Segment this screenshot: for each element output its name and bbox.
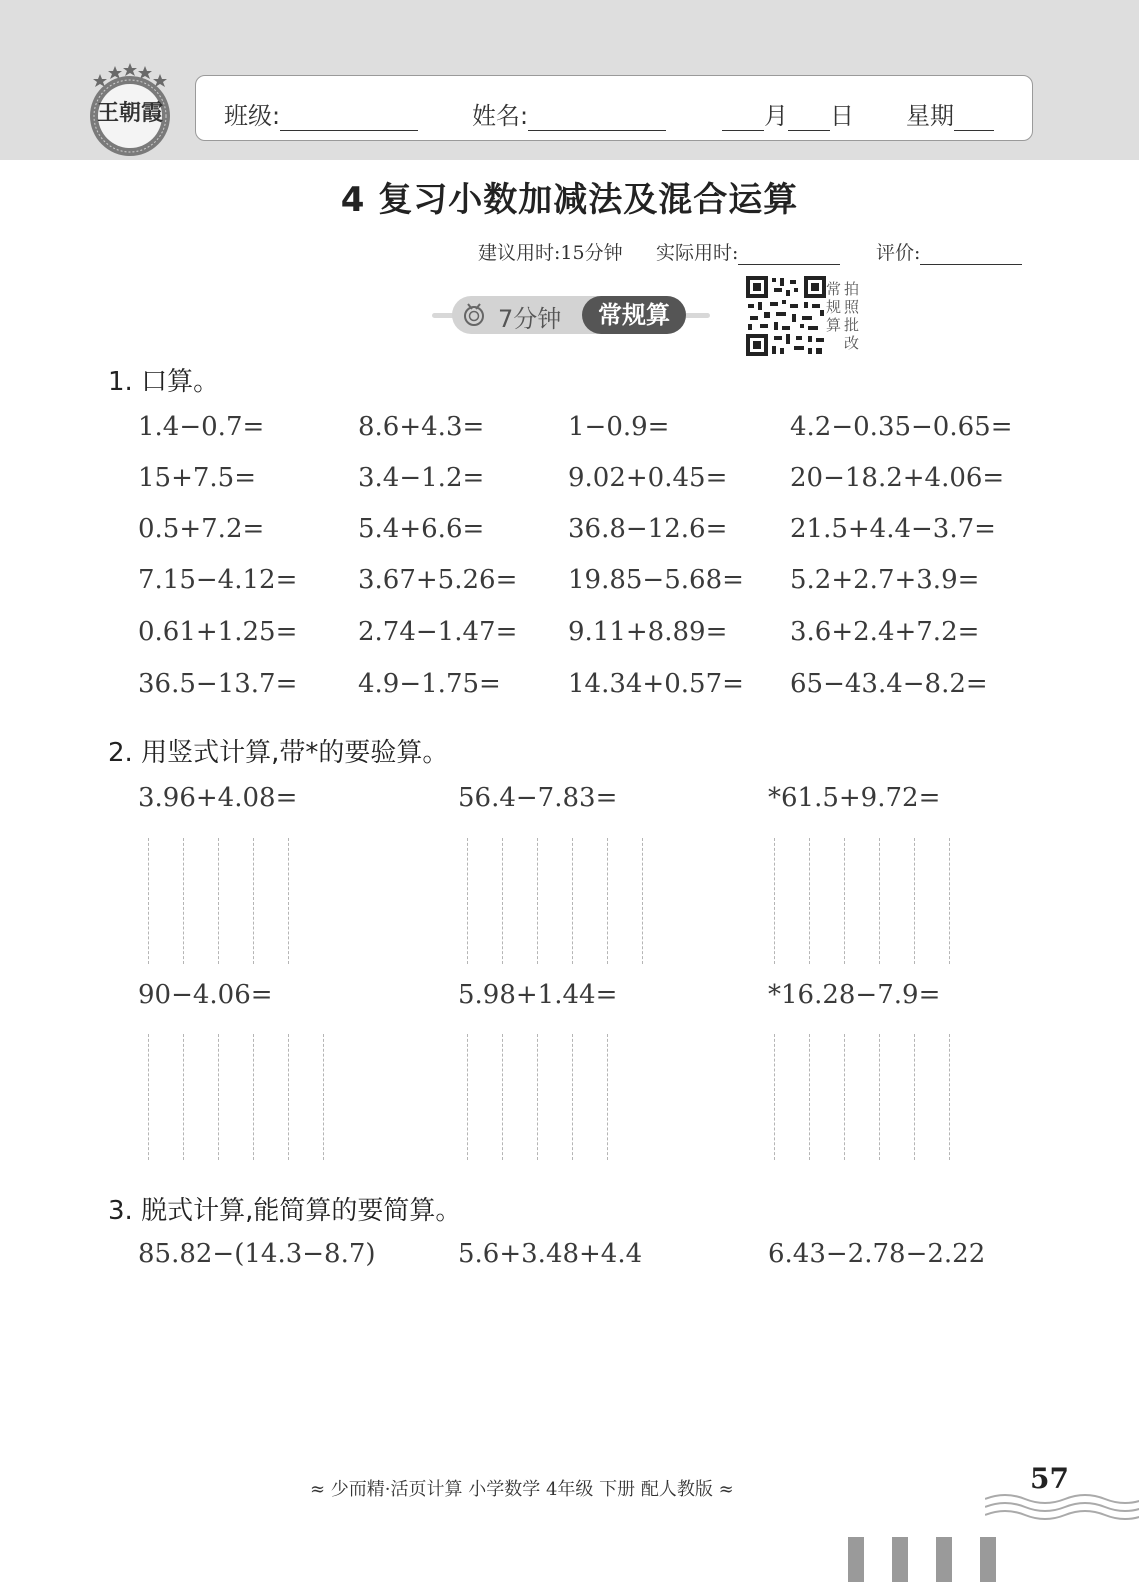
oral-problem: 4.2−0.35−0.65= bbox=[790, 412, 1013, 442]
oral-problem: 19.85−5.68= bbox=[568, 565, 744, 595]
stepwise-problem: 85.82−(14.3−8.7) bbox=[138, 1239, 376, 1269]
qr-caption-col1: 常规算 bbox=[826, 280, 842, 334]
name-label: 姓名: bbox=[472, 102, 529, 130]
oral-problem: 1.4−0.7= bbox=[138, 412, 265, 442]
qr-code-icon[interactable] bbox=[746, 276, 826, 356]
qr-caption-col2: 拍照批改 bbox=[844, 280, 860, 352]
guide-line bbox=[218, 1034, 219, 1160]
logo-text: 王朝霞 bbox=[96, 100, 163, 126]
vertical-problem: 5.98+1.44= bbox=[458, 980, 618, 1010]
guide-line bbox=[323, 1034, 324, 1160]
oral-problem: 2.74−1.47= bbox=[358, 617, 518, 647]
weekday-label: 星期 bbox=[906, 102, 954, 130]
name-field[interactable] bbox=[472, 96, 666, 131]
oral-problem: 3.4−1.2= bbox=[358, 463, 485, 493]
stepwise-problem: 6.43−2.78−2.22 bbox=[768, 1239, 986, 1269]
guide-line bbox=[572, 838, 573, 964]
oral-problem: 15+7.5= bbox=[138, 463, 257, 493]
suggested-time: 建议用时:15分钟 bbox=[478, 242, 623, 264]
day-blank[interactable] bbox=[788, 106, 830, 131]
oral-problem: 0.61+1.25= bbox=[138, 617, 298, 647]
student-info-box bbox=[195, 75, 1033, 141]
oral-problem: 65−43.4−8.2= bbox=[790, 669, 988, 699]
guide-line bbox=[253, 1034, 254, 1160]
guide-line bbox=[879, 1034, 880, 1160]
class-label: 班级: bbox=[224, 102, 281, 130]
vertical-problem: 90−4.06= bbox=[138, 980, 273, 1010]
weekday-field[interactable] bbox=[906, 96, 994, 131]
oral-problem: 20−18.2+4.06= bbox=[790, 463, 1005, 493]
day-label: 日 bbox=[830, 102, 854, 130]
guide-line bbox=[879, 838, 880, 964]
guide-line bbox=[288, 838, 289, 964]
month-blank[interactable] bbox=[722, 106, 764, 131]
name-blank[interactable] bbox=[528, 106, 666, 131]
class-blank[interactable] bbox=[280, 106, 418, 131]
guide-line bbox=[148, 838, 149, 964]
oral-problem: 3.6+2.4+7.2= bbox=[790, 617, 980, 647]
guide-line bbox=[537, 1034, 538, 1160]
weekday-blank[interactable] bbox=[954, 106, 994, 131]
vertical-problem: 56.4−7.83= bbox=[458, 783, 618, 813]
month-label: 月 bbox=[764, 102, 788, 130]
oral-problem: 5.4+6.6= bbox=[358, 514, 485, 544]
oral-problem: 4.9−1.75= bbox=[358, 669, 501, 699]
guide-line bbox=[949, 838, 950, 964]
vertical-problem: *61.5+9.72= bbox=[768, 783, 941, 813]
stepwise-problem: 5.6+3.48+4.4 bbox=[458, 1239, 643, 1269]
oral-problem: 7.15−4.12= bbox=[138, 565, 298, 595]
guide-line bbox=[502, 1034, 503, 1160]
vertical-problem: 3.96+4.08= bbox=[138, 783, 298, 813]
guide-line bbox=[844, 838, 845, 964]
edge-tab-mark bbox=[980, 1537, 996, 1582]
guide-line bbox=[218, 838, 219, 964]
guide-line bbox=[572, 1034, 573, 1160]
guide-line bbox=[774, 1034, 775, 1160]
guide-line bbox=[253, 838, 254, 964]
guide-line bbox=[183, 838, 184, 964]
oral-problem: 14.34+0.57= bbox=[568, 669, 744, 699]
guide-line bbox=[844, 1034, 845, 1160]
oral-problem: 21.5+4.4−3.7= bbox=[790, 514, 996, 544]
banner-tag: 常规算 bbox=[582, 296, 686, 334]
oral-problem: 3.67+5.26= bbox=[358, 565, 518, 595]
guide-line bbox=[949, 1034, 950, 1160]
class-field[interactable] bbox=[224, 96, 418, 131]
guide-line bbox=[914, 838, 915, 964]
guide-line bbox=[607, 838, 608, 964]
rating-label: 评价: bbox=[876, 242, 921, 264]
oral-problem: 9.11+8.89= bbox=[568, 617, 728, 647]
guide-line bbox=[467, 1034, 468, 1160]
page-number: 57 bbox=[1030, 1462, 1069, 1495]
guide-line bbox=[537, 838, 538, 964]
oral-problem: 1−0.9= bbox=[568, 412, 670, 442]
section3-heading: 3. 脱式计算,能简算的要简算。 bbox=[108, 1196, 462, 1226]
actual-time-label: 实际用时: bbox=[656, 242, 739, 264]
actual-time-blank[interactable] bbox=[738, 244, 840, 265]
guide-line bbox=[809, 838, 810, 964]
footer-text: ≈ 少而精·活页计算 小学数学 4年级 下册 配人教版 ≈ bbox=[310, 1479, 734, 1500]
section1-heading: 1. 口算。 bbox=[108, 367, 220, 397]
date-field[interactable] bbox=[722, 96, 854, 131]
oral-problem: 9.02+0.45= bbox=[568, 463, 728, 493]
guide-line bbox=[809, 1034, 810, 1160]
banner-time: 7分钟 bbox=[498, 305, 562, 333]
guide-line bbox=[148, 1034, 149, 1160]
guide-line bbox=[183, 1034, 184, 1160]
guide-line bbox=[774, 838, 775, 964]
edge-tab-mark bbox=[892, 1537, 908, 1582]
actual-time-field[interactable] bbox=[656, 238, 840, 265]
guide-line bbox=[288, 1034, 289, 1160]
oral-problem: 5.2+2.7+3.9= bbox=[790, 565, 980, 595]
guide-line bbox=[642, 838, 643, 964]
edge-tab-mark bbox=[936, 1537, 952, 1582]
rating-blank[interactable] bbox=[920, 244, 1022, 265]
oral-problem: 0.5+7.2= bbox=[138, 514, 265, 544]
oral-problem: 36.5−13.7= bbox=[138, 669, 298, 699]
page-title: 4 复习小数加减法及混合运算 bbox=[340, 180, 799, 220]
guide-line bbox=[467, 838, 468, 964]
guide-line bbox=[607, 1034, 608, 1160]
oral-problem: 8.6+4.3= bbox=[358, 412, 485, 442]
guide-line bbox=[502, 838, 503, 964]
medal-icon bbox=[462, 302, 486, 328]
guide-line bbox=[914, 1034, 915, 1160]
stepwise-work-area[interactable] bbox=[130, 1285, 1010, 1445]
oral-problem: 36.8−12.6= bbox=[568, 514, 728, 544]
rating-field[interactable] bbox=[876, 238, 1022, 265]
section2-heading: 2. 用竖式计算,带*的要验算。 bbox=[108, 738, 449, 768]
edge-tab-mark bbox=[848, 1537, 864, 1582]
vertical-problem: *16.28−7.9= bbox=[768, 980, 941, 1010]
